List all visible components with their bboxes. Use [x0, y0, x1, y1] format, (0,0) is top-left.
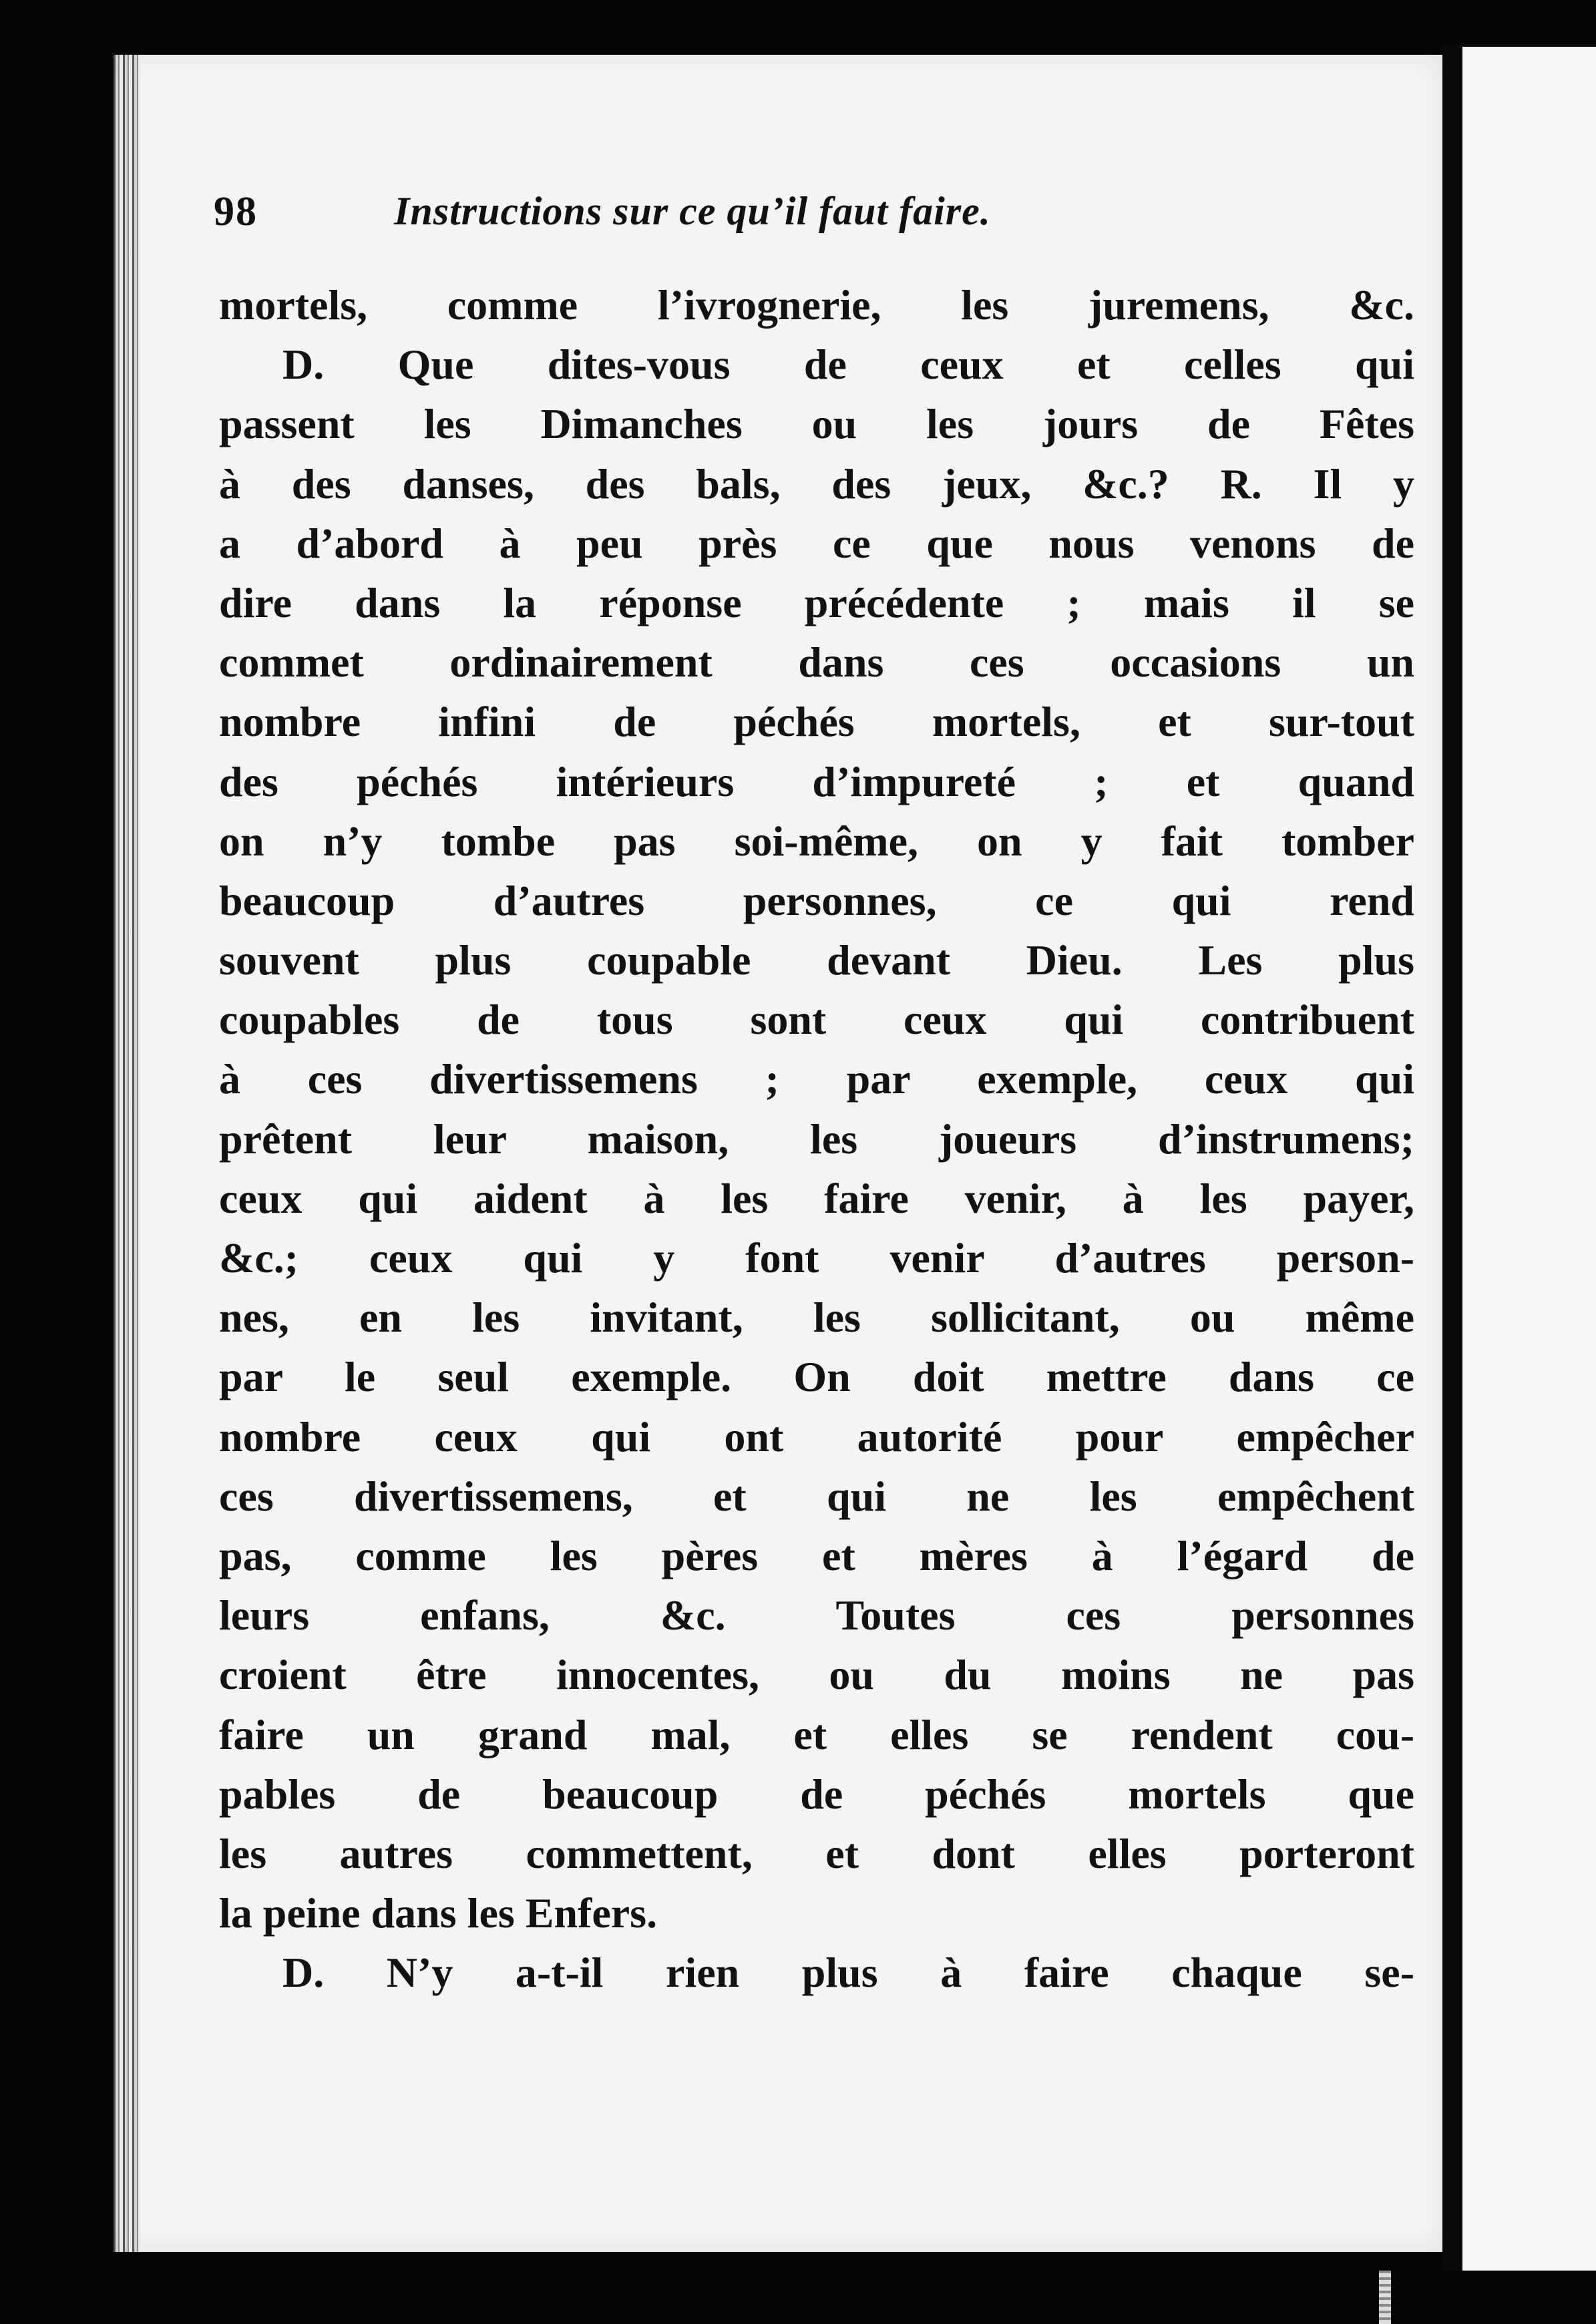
text-line: nombre infini de péchés mortels, et sur-tout: [219, 698, 1414, 746]
book-page: [114, 55, 1442, 2252]
text-line: nombre ceux qui ont autorité pour empêcher: [219, 1412, 1414, 1461]
text-line: coupables de tous sont ceux qui contribuent: [219, 996, 1414, 1044]
text-line: la peine dans les Enfers.: [219, 1889, 658, 1937]
text-line: D. N’y a-t-il rien plus à faire chaque se-: [282, 1949, 1414, 1997]
text-line: dire dans la réponse précédente ; mais il se: [219, 578, 1414, 626]
text-line: à ces divertissemens ; par exemple, ceux qui: [219, 1055, 1414, 1103]
binding-edge: [114, 55, 140, 2252]
text-line: les autres commettent, et dont elles porteront: [219, 1829, 1414, 1877]
text-line: faire un grand mal, et elles se rendent cou-: [219, 1710, 1414, 1758]
text-line: des péchés intérieurs d’impureté ; et quand: [219, 757, 1414, 805]
text-line: leurs enfans, &c. Toutes ces personnes: [219, 1591, 1414, 1639]
text-line: a d’abord à peu près ce que nous venons de: [219, 519, 1414, 567]
text-line: mortels, comme l’ivrognerie, les juremens, &c.: [219, 281, 1414, 329]
text-line: D. Que dites-vous de ceux et celles qui: [282, 341, 1414, 389]
text-line: croient être innocentes, ou du moins ne pas: [219, 1651, 1414, 1699]
text-line: ceux qui aident à les faire venir, à les payer,: [219, 1174, 1414, 1222]
text-line: ces divertissemens, et qui ne les empêchent: [219, 1472, 1414, 1520]
text-line: on n’y tombe pas soi-même, on y fait tomber: [219, 817, 1414, 865]
text-line: nes, en les invitant, les sollicitant, ou même: [219, 1294, 1414, 1342]
bookmark-ribbon: [1379, 2271, 1391, 2324]
text-line: pas, comme les pères et mères à l’égard de: [219, 1531, 1414, 1579]
text-line: par le seul exemple. On doit mettre dans ce: [219, 1353, 1414, 1401]
text-line: passent les Dimanches ou les jours de Fêtes: [219, 400, 1414, 448]
text-line: à des danses, des bals, des jeux, &c.? R. Il y: [219, 459, 1414, 508]
page-header: [214, 188, 1282, 248]
text-line: commet ordinairement dans ces occasions un: [219, 638, 1414, 687]
text-line: beaucoup d’autres personnes, ce qui rend: [219, 876, 1414, 924]
page-number: 98: [214, 189, 258, 234]
text-line: souvent plus coupable devant Dieu. Les plus: [219, 936, 1414, 984]
text-line: pables de beaucoup de péchés mortels que: [219, 1770, 1414, 1818]
text-line: prêtent leur maison, les joueurs d’instrumens;: [219, 1115, 1414, 1163]
adjacent-page-edge: [1462, 47, 1596, 2271]
running-title: Instructions sur ce qu’il faut faire.: [394, 189, 991, 233]
page-gutter: [1442, 47, 1462, 2271]
body-text: [219, 275, 1414, 2002]
text-line: &c.; ceux qui y font venir d’autres person-: [219, 1234, 1414, 1282]
